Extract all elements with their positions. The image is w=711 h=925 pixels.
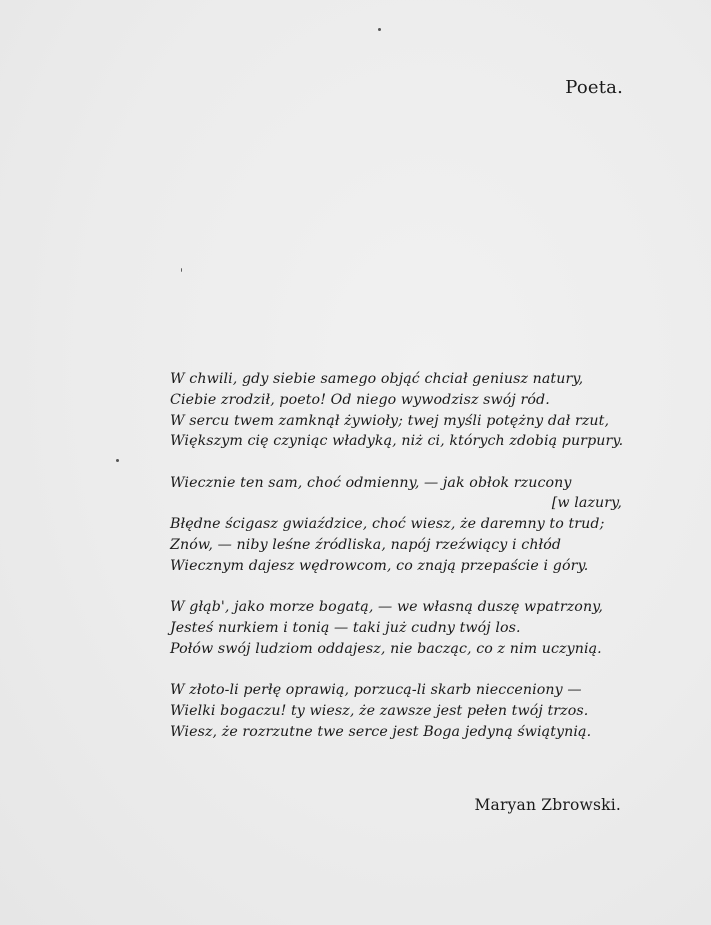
page-heading: Poeta. — [565, 77, 623, 98]
poem-line: W chwili, gdy siebie samego objąć chciał geniusz natury, — [170, 371, 584, 387]
poem-line: Błędne ścigasz gwiaździce, choć wiesz, że daremny to trud; — [170, 516, 605, 533]
poem-line: Ciebie zrodził, poeto! Od niego wywodzisz swój ród. — [170, 391, 550, 408]
author-signature: Maryan Zbrowski. — [474, 796, 621, 814]
poem-line: Wiecznym dajesz wędrowcom, co znają przepaście i góry. — [170, 557, 589, 574]
paper-speck — [116, 459, 119, 462]
poem-line: W sercu twem zamknął żywioły; twej myśli potężny dał rzut, — [170, 412, 610, 429]
stanza-2 — [170, 473, 622, 577]
poem-line: Jesteś nurkiem i tonią — taki już cudny twój los. — [170, 619, 521, 636]
poem-body — [170, 369, 622, 763]
poem-line: Wielki bogaczu! ty wiesz, że zawsze jest pełen twój trzos. — [170, 702, 589, 719]
paper-speck — [378, 28, 381, 31]
poem-line: Wiesz, że rozrzutne twe serce jest Boga jedyną świątynią. — [170, 723, 592, 740]
stanza-3 — [170, 597, 622, 659]
poem-line: Większym cię czyniąc władyką, niż ci, których zdobią purpury. — [170, 433, 624, 450]
poem-line: W głąb', jako morze bogatą, — we własną duszę wpatrzony, — [170, 599, 604, 616]
poem-line: Połów swój ludziom oddajesz, nie bacząc, co z nim uczynią. — [170, 640, 602, 657]
paper-speck — [181, 268, 182, 272]
poem-line: W złoto-li perłę oprawią, porzucą-li skarb niecceniony — — [170, 682, 582, 699]
poem-line: Wiecznie ten sam, choć odmienny, — jak obłok rzucony — [170, 474, 572, 491]
stanza-1 — [170, 369, 622, 452]
stanza-4 — [170, 680, 622, 742]
poem-line: Znów, — niby leśne źródliska, napój rzeźwiący i chłód — [170, 537, 562, 554]
poem-line-continuation: [w lazury, — [551, 495, 622, 512]
